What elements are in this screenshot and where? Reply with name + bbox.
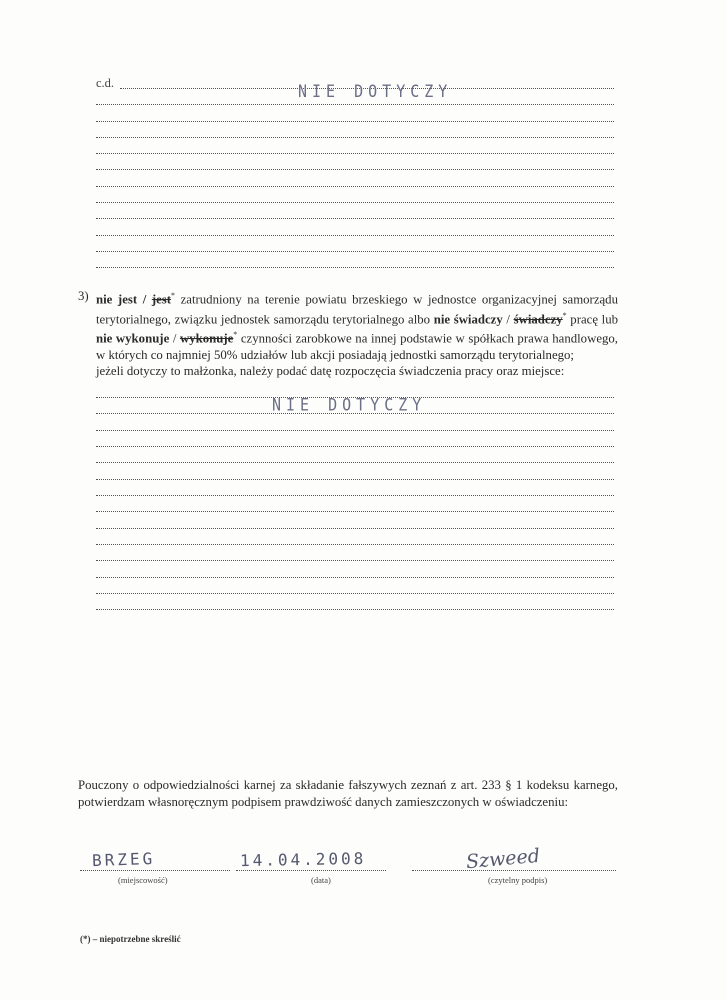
dotted-line: [96, 218, 614, 219]
cd-label: c.d.: [96, 76, 115, 90]
section-3-text-part: pracę lub: [566, 311, 618, 326]
dotted-line: [96, 169, 614, 170]
dotted-line: [96, 528, 614, 529]
dotted-line: [96, 511, 614, 512]
handwritten-answer-section3: NIE DOTYCZY: [272, 394, 427, 416]
place-label: (miejscowość): [118, 875, 168, 885]
asterisk: *: [171, 291, 176, 300]
dotted-line: [96, 186, 614, 187]
dotted-line: [96, 430, 614, 431]
date-label: (data): [311, 875, 331, 885]
signature-handwritten: Szweed: [465, 844, 541, 874]
struck-wykonuje: wykonuje: [179, 331, 234, 346]
footnote: (*) – niepotrzebne skreślić: [80, 934, 181, 944]
date-line: [236, 870, 386, 871]
date-handwritten: 14.04.2008: [239, 848, 367, 871]
struck-jest: jest: [151, 292, 172, 307]
dotted-line: [96, 104, 614, 105]
dotted-line: [96, 267, 614, 268]
dotted-line: [96, 153, 614, 154]
section-3-text: [96, 288, 618, 380]
dotted-line: [96, 251, 614, 252]
dotted-line: [96, 235, 614, 236]
dotted-line: [96, 462, 614, 463]
section-3-text-part: zatrudniony na terenie powiatu brzeskiego w jednostce organizacyjnej samorządu terytorialnego, związku jednostek samorządu terytorialnego albo: [96, 292, 618, 326]
dotted-line: [96, 446, 614, 447]
handwritten-answer-section2: NIE DOTYCZY: [298, 80, 453, 102]
section-3-text-part: czynności zarobkowe na innej podstawie w spółkach prawa handlowego, w których co najmniej 50% udziałów lub akcji posiadają jednostki samorządu terytorialnego;: [96, 331, 618, 363]
signature-label: (czytelny podpis): [488, 875, 548, 885]
dotted-line: [96, 560, 614, 561]
separator: /: [169, 331, 180, 346]
signature-line: [412, 870, 616, 871]
dotted-line: [96, 202, 614, 203]
not-performing-bold: nie wykonuje: [96, 331, 170, 346]
dotted-line: [96, 495, 614, 496]
place-line: [80, 870, 230, 871]
dotted-line: [96, 479, 614, 480]
dotted-line: [96, 544, 614, 545]
dotted-line: [96, 121, 614, 122]
dotted-line: [96, 593, 614, 594]
section-number: 3): [78, 289, 89, 303]
separator: /: [502, 311, 514, 326]
spouse-instruction: jeżeli dotyczy to małżonka, należy podać datę rozpoczęcia świadczenia pracy oraz miejsce:: [96, 364, 565, 379]
dotted-line: [96, 577, 614, 578]
asterisk: *: [562, 310, 567, 320]
asterisk: *: [233, 330, 238, 340]
not-employed-bold: nie jest /: [96, 292, 147, 307]
dotted-line: [96, 609, 614, 610]
declaration-text: Pouczony o odpowiedzialności karnej za składanie fałszywych zeznań z art. 233 § 1 kodeksu karnego, potwierdzam własnoręcznym podpisem prawdziwość danych zamieszczonych w oświadczeniu:: [78, 778, 618, 809]
place-handwritten: BRZEG: [91, 848, 156, 871]
not-providing-bold: nie świadczy: [433, 311, 503, 326]
section-3: [78, 288, 618, 380]
dotted-line: [96, 137, 614, 138]
struck-swiadczy: świadczy: [513, 311, 563, 326]
